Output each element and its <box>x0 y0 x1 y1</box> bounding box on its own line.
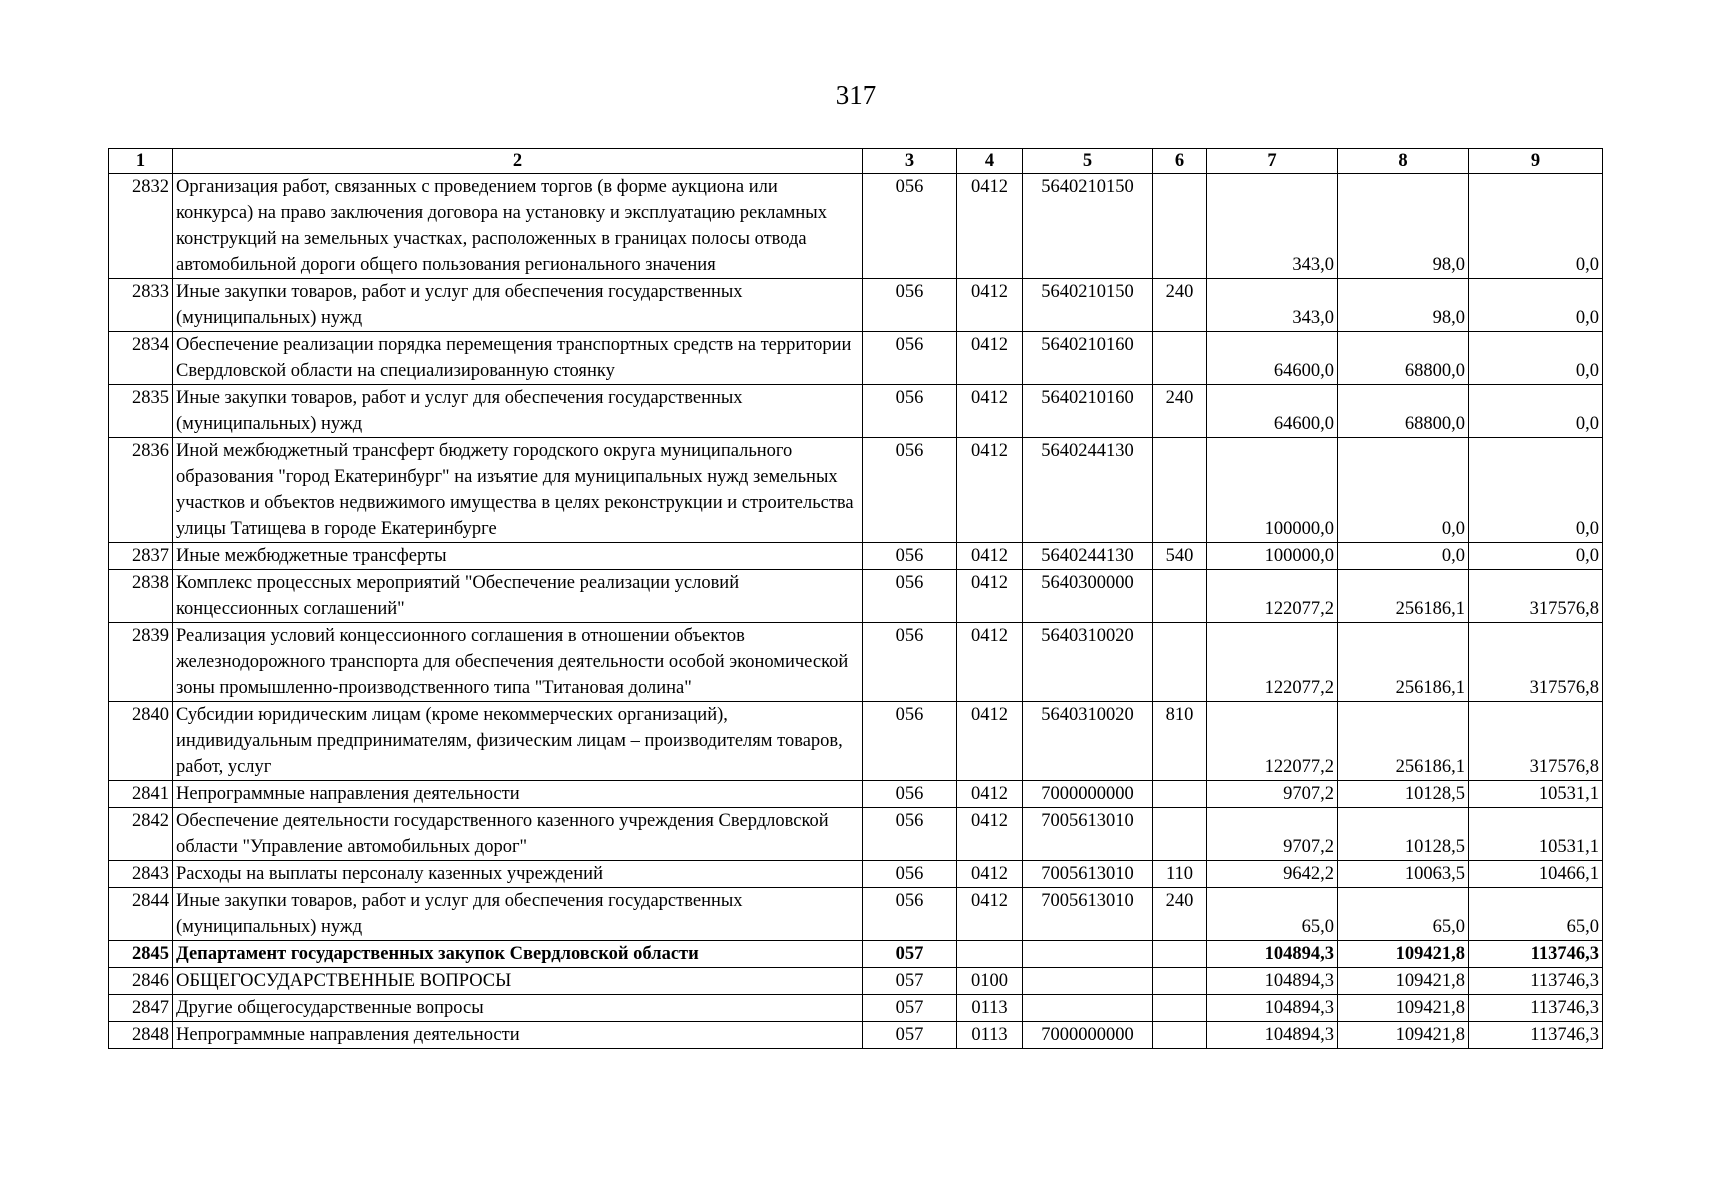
row-number: 2833 <box>109 279 173 332</box>
row-description: Другие общегосударственные вопросы <box>173 995 863 1022</box>
amount-col-8: 0,0 <box>1338 438 1469 543</box>
target-article-code: 7000000000 <box>1023 1022 1153 1049</box>
column-header: 8 <box>1338 149 1469 174</box>
target-article-code: 7000000000 <box>1023 781 1153 808</box>
expense-type-code: 810 <box>1153 702 1207 781</box>
amount-col-7: 122077,2 <box>1207 702 1338 781</box>
row-description: Иные межбюджетные трансферты <box>173 543 863 570</box>
section-code: 0412 <box>957 570 1023 623</box>
table-row <box>109 438 1603 543</box>
row-number: 2835 <box>109 385 173 438</box>
table-row <box>109 385 1603 438</box>
table-row <box>109 623 1603 702</box>
table-row <box>109 279 1603 332</box>
amount-col-7: 9707,2 <box>1207 781 1338 808</box>
amount-col-8: 10128,5 <box>1338 808 1469 861</box>
expense-type-code <box>1153 570 1207 623</box>
row-description: Обеспечение реализации порядка перемещения транспортных средств на территории Свердловской области на специализированную стоянку <box>173 332 863 385</box>
row-description: Департамент государственных закупок Свердловской области <box>173 941 863 968</box>
amount-col-7: 65,0 <box>1207 888 1338 941</box>
row-description: Организация работ, связанных с проведением торгов (в форме аукциона или конкурса) на право заключения договора на установку и эксплуатацию рекламных конструкций на земельных участках, расположенных в границах полосы отвода автомобильной дороги общего пользования регионального значения <box>173 174 863 279</box>
ministry-code: 056 <box>863 279 957 332</box>
amount-col-8: 98,0 <box>1338 279 1469 332</box>
amount-col-8: 10128,5 <box>1338 781 1469 808</box>
section-code: 0412 <box>957 808 1023 861</box>
header-row <box>109 149 1603 174</box>
ministry-code: 056 <box>863 385 957 438</box>
row-number: 2843 <box>109 861 173 888</box>
amount-col-9: 0,0 <box>1469 174 1603 279</box>
row-description: ОБЩЕГОСУДАРСТВЕННЫЕ ВОПРОСЫ <box>173 968 863 995</box>
section-code: 0412 <box>957 702 1023 781</box>
table-row <box>109 332 1603 385</box>
section-code: 0412 <box>957 781 1023 808</box>
ministry-code: 057 <box>863 968 957 995</box>
expense-type-code <box>1153 808 1207 861</box>
table-row <box>109 941 1603 968</box>
expense-type-code: 110 <box>1153 861 1207 888</box>
amount-col-7: 64600,0 <box>1207 385 1338 438</box>
expense-type-code <box>1153 968 1207 995</box>
column-header: 1 <box>109 149 173 174</box>
amount-col-9: 113746,3 <box>1469 995 1603 1022</box>
target-article-code: 7005613010 <box>1023 861 1153 888</box>
ministry-code: 057 <box>863 941 957 968</box>
target-article-code: 5640244130 <box>1023 438 1153 543</box>
amount-col-7: 104894,3 <box>1207 1022 1338 1049</box>
row-description: Непрограммные направления деятельности <box>173 781 863 808</box>
row-description: Иной межбюджетный трансферт бюджету городского округа муниципального образования "город Екатеринбург" на изъятие для муниципальных нужд земельных участков и объектов недвижимого имущества в целях реконструкции и строительства улицы Татищева в городе Екатеринбурге <box>173 438 863 543</box>
amount-col-9: 113746,3 <box>1469 968 1603 995</box>
amount-col-9: 317576,8 <box>1469 570 1603 623</box>
expense-type-code: 540 <box>1153 543 1207 570</box>
amount-col-9: 10531,1 <box>1469 808 1603 861</box>
amount-col-7: 9642,2 <box>1207 861 1338 888</box>
table-row <box>109 702 1603 781</box>
amount-col-8: 109421,8 <box>1338 941 1469 968</box>
column-header: 2 <box>173 149 863 174</box>
table-body <box>109 174 1603 1049</box>
amount-col-8: 109421,8 <box>1338 1022 1469 1049</box>
table-row <box>109 995 1603 1022</box>
column-header: 4 <box>957 149 1023 174</box>
row-number: 2832 <box>109 174 173 279</box>
table-row <box>109 570 1603 623</box>
ministry-code: 056 <box>863 808 957 861</box>
expense-type-code <box>1153 332 1207 385</box>
table-row <box>109 543 1603 570</box>
table-row <box>109 1022 1603 1049</box>
section-code: 0412 <box>957 888 1023 941</box>
row-number: 2842 <box>109 808 173 861</box>
section-code: 0412 <box>957 861 1023 888</box>
table-row <box>109 968 1603 995</box>
amount-col-9: 0,0 <box>1469 332 1603 385</box>
amount-col-9: 317576,8 <box>1469 623 1603 702</box>
target-article-code: 5640210160 <box>1023 385 1153 438</box>
page-number: 317 <box>835 80 877 110</box>
row-description: Реализация условий концессионного соглашения в отношении объектов железнодорожного транспорта для обеспечения деятельности особой экономической зоны промышленно-производственного типа "Титановая долина" <box>173 623 863 702</box>
ministry-code: 056 <box>863 781 957 808</box>
row-number: 2846 <box>109 968 173 995</box>
row-description: Иные закупки товаров, работ и услуг для обеспечения государственных (муниципальных) нужд <box>173 279 863 332</box>
section-code: 0100 <box>957 968 1023 995</box>
ministry-code: 056 <box>863 174 957 279</box>
ministry-code: 056 <box>863 332 957 385</box>
row-description: Комплекс процессных мероприятий "Обеспечение реализации условий концессионных соглашений" <box>173 570 863 623</box>
amount-col-7: 64600,0 <box>1207 332 1338 385</box>
ministry-code: 056 <box>863 543 957 570</box>
target-article-code: 5640310020 <box>1023 702 1153 781</box>
section-code: 0412 <box>957 279 1023 332</box>
section-code: 0412 <box>957 623 1023 702</box>
column-header: 3 <box>863 149 957 174</box>
amount-col-8: 109421,8 <box>1338 995 1469 1022</box>
amount-col-8: 256186,1 <box>1338 702 1469 781</box>
ministry-code: 056 <box>863 888 957 941</box>
amount-col-9: 317576,8 <box>1469 702 1603 781</box>
row-number: 2836 <box>109 438 173 543</box>
row-description: Иные закупки товаров, работ и услуг для обеспечения государственных (муниципальных) нужд <box>173 888 863 941</box>
target-article-code: 5640244130 <box>1023 543 1153 570</box>
column-header: 9 <box>1469 149 1603 174</box>
table-row <box>109 781 1603 808</box>
row-description: Обеспечение деятельности государственного казенного учреждения Свердловской области "Управление автомобильных дорог" <box>173 808 863 861</box>
amount-col-9: 0,0 <box>1469 279 1603 332</box>
target-article-code: 5640310020 <box>1023 623 1153 702</box>
row-number: 2847 <box>109 995 173 1022</box>
amount-col-7: 9707,2 <box>1207 808 1338 861</box>
ministry-code: 056 <box>863 702 957 781</box>
target-article-code <box>1023 968 1153 995</box>
ministry-code: 056 <box>863 861 957 888</box>
column-header: 7 <box>1207 149 1338 174</box>
section-code <box>957 941 1023 968</box>
amount-col-9: 113746,3 <box>1469 1022 1603 1049</box>
column-header: 6 <box>1153 149 1207 174</box>
amount-col-9: 10531,1 <box>1469 781 1603 808</box>
amount-col-8: 109421,8 <box>1338 968 1469 995</box>
row-number: 2845 <box>109 941 173 968</box>
amount-col-9: 113746,3 <box>1469 941 1603 968</box>
expense-type-code: 240 <box>1153 385 1207 438</box>
amount-col-9: 0,0 <box>1469 438 1603 543</box>
row-description: Непрограммные направления деятельности <box>173 1022 863 1049</box>
ministry-code: 057 <box>863 1022 957 1049</box>
target-article-code: 7005613010 <box>1023 808 1153 861</box>
expense-type-code <box>1153 623 1207 702</box>
amount-col-8: 65,0 <box>1338 888 1469 941</box>
ministry-code: 056 <box>863 623 957 702</box>
amount-col-8: 98,0 <box>1338 174 1469 279</box>
ministry-code: 056 <box>863 438 957 543</box>
amount-col-9: 65,0 <box>1469 888 1603 941</box>
section-code: 0113 <box>957 995 1023 1022</box>
row-number: 2838 <box>109 570 173 623</box>
target-article-code <box>1023 995 1153 1022</box>
expense-type-code: 240 <box>1153 279 1207 332</box>
target-article-code: 5640210150 <box>1023 174 1153 279</box>
table-row <box>109 861 1603 888</box>
row-description: Субсидии юридическим лицам (кроме некоммерческих организаций), индивидуальным предпринимателям, физическим лицам – производителям товаров, работ, услуг <box>173 702 863 781</box>
amount-col-7: 122077,2 <box>1207 623 1338 702</box>
expense-type-code <box>1153 941 1207 968</box>
expense-type-code <box>1153 438 1207 543</box>
budget-table <box>108 148 1603 1049</box>
row-number: 2837 <box>109 543 173 570</box>
amount-col-8: 0,0 <box>1338 543 1469 570</box>
amount-col-8: 256186,1 <box>1338 570 1469 623</box>
expense-type-code <box>1153 995 1207 1022</box>
expense-type-code <box>1153 174 1207 279</box>
amount-col-8: 256186,1 <box>1338 623 1469 702</box>
amount-col-7: 343,0 <box>1207 174 1338 279</box>
section-code: 0412 <box>957 438 1023 543</box>
amount-col-7: 104894,3 <box>1207 941 1338 968</box>
row-number: 2848 <box>109 1022 173 1049</box>
section-code: 0412 <box>957 174 1023 279</box>
row-number: 2834 <box>109 332 173 385</box>
amount-col-9: 0,0 <box>1469 385 1603 438</box>
section-code: 0412 <box>957 332 1023 385</box>
amount-col-8: 10063,5 <box>1338 861 1469 888</box>
table-row <box>109 808 1603 861</box>
target-article-code: 5640210160 <box>1023 332 1153 385</box>
amount-col-7: 343,0 <box>1207 279 1338 332</box>
amount-col-8: 68800,0 <box>1338 385 1469 438</box>
row-description: Иные закупки товаров, работ и услуг для обеспечения государственных (муниципальных) нужд <box>173 385 863 438</box>
amount-col-7: 122077,2 <box>1207 570 1338 623</box>
row-number: 2844 <box>109 888 173 941</box>
ministry-code: 056 <box>863 570 957 623</box>
row-number: 2840 <box>109 702 173 781</box>
target-article-code: 7005613010 <box>1023 888 1153 941</box>
expense-type-code <box>1153 781 1207 808</box>
target-article-code: 5640300000 <box>1023 570 1153 623</box>
expense-type-code: 240 <box>1153 888 1207 941</box>
amount-col-7: 100000,0 <box>1207 543 1338 570</box>
amount-col-9: 10466,1 <box>1469 861 1603 888</box>
amount-col-7: 104894,3 <box>1207 995 1338 1022</box>
table-row <box>109 888 1603 941</box>
section-code: 0412 <box>957 543 1023 570</box>
ministry-code: 057 <box>863 995 957 1022</box>
target-article-code <box>1023 941 1153 968</box>
target-article-code: 5640210150 <box>1023 279 1153 332</box>
amount-col-9: 0,0 <box>1469 543 1603 570</box>
expense-type-code <box>1153 1022 1207 1049</box>
amount-col-7: 104894,3 <box>1207 968 1338 995</box>
section-code: 0412 <box>957 385 1023 438</box>
table-row <box>109 174 1603 279</box>
amount-col-8: 68800,0 <box>1338 332 1469 385</box>
amount-col-7: 100000,0 <box>1207 438 1338 543</box>
row-number: 2839 <box>109 623 173 702</box>
row-description: Расходы на выплаты персоналу казенных учреждений <box>173 861 863 888</box>
section-code: 0113 <box>957 1022 1023 1049</box>
column-header: 5 <box>1023 149 1153 174</box>
row-number: 2841 <box>109 781 173 808</box>
